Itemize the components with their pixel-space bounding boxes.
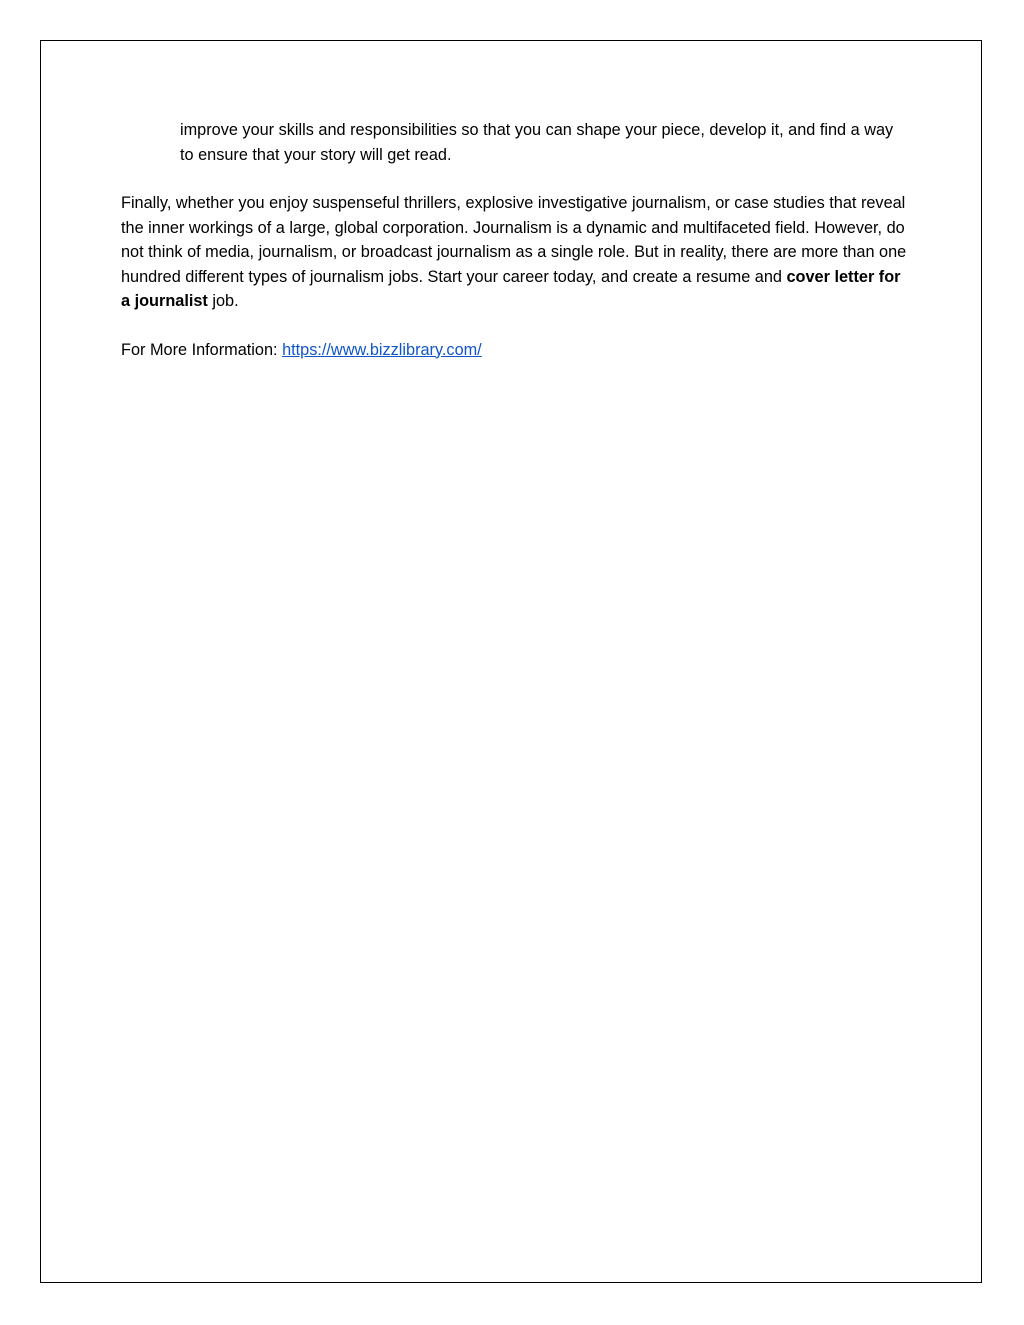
document-body xyxy=(121,118,911,386)
paragraph-conclusion xyxy=(121,191,911,314)
bold-keyword: cover letter for a journalist xyxy=(121,267,901,310)
website-link[interactable]: https://www.bizzlibrary.com/ xyxy=(282,340,482,359)
more-info-label: For More Information: xyxy=(121,340,283,359)
conclusion-ending: job. xyxy=(207,292,239,310)
paragraph-continued: improve your skills and responsibilities so that you can shape your piece, develop it, and find a way to ensure that your story will get read. xyxy=(180,121,894,164)
more-info-line xyxy=(121,338,911,363)
conclusion-text: Finally, whether you enjoy suspenseful thrillers, explosive investigative journalism, or case studies that reveal the inner workings of a large, global corporation. Journalism is a dynamic and multifaceted field. However, do not think of media, journalism, or broadcast journalism as a single role. But in reality, there are more than one hundred different types of journalism jobs. Start your career today, and create a resume and xyxy=(121,194,907,286)
